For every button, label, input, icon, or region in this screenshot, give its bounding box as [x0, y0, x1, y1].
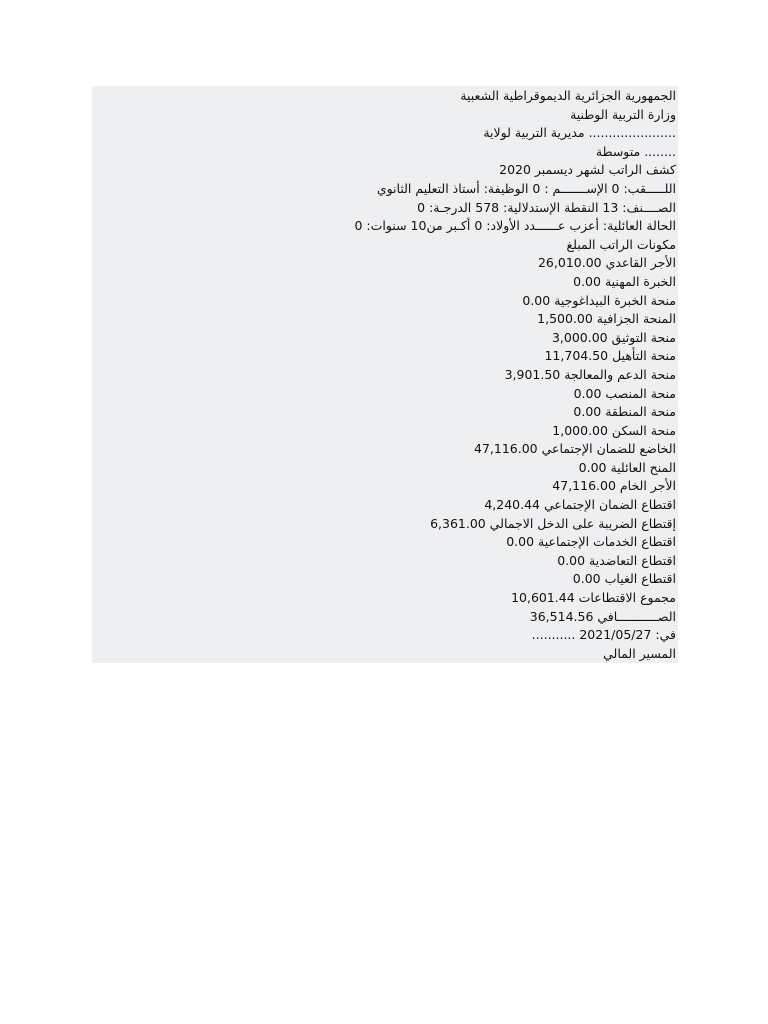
salary-item: المنح العائلية 0.00	[578, 459, 676, 475]
header-directorate: ...................... مديرية التربية لولاية	[483, 125, 676, 141]
payslip-text	[96, 87, 676, 663]
net-salary: الصـــــــــــافي 36,514.56	[529, 608, 676, 624]
salary-item: منحة المنصب 0.00	[573, 385, 676, 401]
salary-item: الخاضع للضمان الإجتماعي 47,116.00	[474, 441, 676, 457]
total-deductions: مجموع الاقتطاعات 10,601.44	[511, 590, 676, 606]
salary-item: منحة التوثيق 3,000.00	[551, 329, 676, 345]
employee-family-line: الحالة العائلية: أعزب عــــــدد الأولاد: 0 أكـبر من10 سنوات: 0	[354, 218, 676, 234]
signatory: المسير المالي	[603, 645, 676, 661]
payslip-document	[92, 86, 678, 663]
deduction-item: اقتطاع الخدمات الإجتماعية 0.00	[506, 534, 676, 550]
salary-item: منحة التأهيل 11,704.50	[544, 348, 676, 364]
deduction-item: اقتطاع الضمان الإجتماعي 4,240.44	[484, 497, 676, 513]
deduction-item: اقتطاع الغياب 0.00	[572, 571, 676, 587]
salary-item: الأجر الخام 47,116.00	[552, 478, 676, 494]
salary-item: منحة المنطقة 0.00	[573, 404, 676, 420]
header-school: ........ متوسطة	[595, 143, 676, 159]
salary-item: منحة السكن 1,000.00	[552, 422, 676, 438]
salary-item: الخبرة المهنية 0.00	[573, 273, 676, 289]
salary-item: المنحة الجزافية 1,500.00	[537, 311, 676, 327]
employee-name-line: اللـــــقب: 0 الإســـــــم : 0 الوظيفة: أستاذ التعليم الثانوي	[376, 180, 676, 196]
salary-item: الأجر القاعدي 26,010.00	[537, 255, 676, 271]
deduction-item: إقتطاع الضريبة على الدخل الاجمالي 6,361.00	[430, 515, 676, 531]
employee-grade-line: الصــــنف: 13 النقطة الإستدلالية: 578 الدرجـة: 0	[417, 199, 676, 215]
header-republic: الجمهورية الجزائرية الديموقراطية الشعبية	[460, 88, 676, 103]
payslip-title: كشف الراتب لشهر ديسمبر 2020	[499, 162, 676, 178]
header-ministry: وزارة التربية الوطنية	[570, 106, 676, 122]
salary-item: منحة الخبرة البيداغوجية 0.00	[522, 292, 676, 308]
salary-item: منحة الدعم والمعالجة 3,901.50	[504, 366, 676, 382]
date-line: في: 2021/05/27 ...........	[531, 627, 676, 643]
section-header: مكونات الراتب المبلغ	[566, 236, 676, 252]
deduction-item: اقتطاع التعاضدية 0.00	[557, 552, 676, 568]
